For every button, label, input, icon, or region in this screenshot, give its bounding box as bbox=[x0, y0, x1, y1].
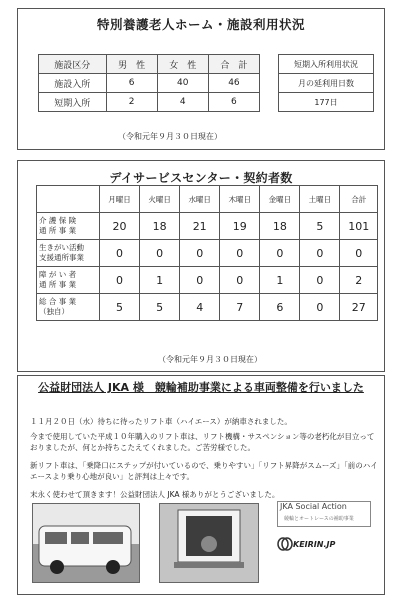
header-female: 女 性 bbox=[157, 55, 208, 74]
female-count: 40 bbox=[157, 74, 208, 93]
table-row bbox=[37, 294, 378, 321]
table-cell: 2 bbox=[340, 267, 378, 294]
short-stay-value: 177日 bbox=[279, 93, 374, 112]
table-cell: 21 bbox=[180, 213, 220, 240]
table-cell: 0 bbox=[180, 267, 220, 294]
lift-van-rear-photo bbox=[159, 503, 259, 583]
table-cell: 20 bbox=[100, 213, 140, 240]
table-cell: 18 bbox=[140, 213, 180, 240]
van-photo-illustration bbox=[33, 504, 139, 582]
table-cell: 0 bbox=[180, 240, 220, 267]
row-label: 障 が い 者 通 所 事 業 bbox=[37, 267, 100, 294]
table-cell: 0 bbox=[300, 240, 340, 267]
total-count: 6 bbox=[208, 93, 259, 112]
row-label: 短期入所 bbox=[39, 93, 107, 112]
table-row bbox=[39, 74, 260, 93]
header-total: 合計 bbox=[340, 186, 378, 213]
table-cell: 5 bbox=[300, 213, 340, 240]
lift-van-exterior-photo bbox=[32, 503, 140, 583]
table-cell: 7 bbox=[220, 294, 260, 321]
table-cell: 0 bbox=[140, 240, 180, 267]
header-total: 合 計 bbox=[208, 55, 259, 74]
total-count: 46 bbox=[208, 74, 259, 93]
table-row bbox=[37, 267, 378, 294]
short-stay-table bbox=[278, 54, 374, 112]
table-cell: 0 bbox=[260, 240, 300, 267]
article-title: 公益財団法人 JKA 様 競輪補助事業による車両整備を行いました bbox=[38, 381, 364, 394]
header-friday: 金曜日 bbox=[260, 186, 300, 213]
day-service-panel bbox=[17, 160, 385, 372]
header-saturday: 土曜日 bbox=[300, 186, 340, 213]
table-cell: 0 bbox=[300, 294, 340, 321]
table-row bbox=[37, 213, 378, 240]
facility-status-date-note: （令和元年９月３０日現在） bbox=[118, 132, 222, 141]
table-cell: 0 bbox=[100, 240, 140, 267]
header-thursday: 木曜日 bbox=[220, 186, 260, 213]
male-count: 2 bbox=[106, 93, 157, 112]
table-cell: 1 bbox=[260, 267, 300, 294]
header-tuesday: 火曜日 bbox=[140, 186, 180, 213]
table-header-row bbox=[37, 186, 378, 213]
lift-photo-illustration bbox=[160, 504, 258, 582]
short-stay-header: 短期入所利用状況 bbox=[279, 55, 374, 74]
short-stay-subheader: 月の延利用日数 bbox=[279, 74, 374, 93]
table-cell: 1 bbox=[140, 267, 180, 294]
header-blank bbox=[37, 186, 100, 213]
female-count: 4 bbox=[157, 93, 208, 112]
table-cell: 6 bbox=[260, 294, 300, 321]
article-paragraph: 末永く使わせて頂きます！公益財団法人 JKA 様ありがとうございました。 bbox=[30, 490, 280, 499]
table-cell: 0 bbox=[220, 240, 260, 267]
day-service-table bbox=[36, 185, 378, 321]
article-panel bbox=[17, 375, 385, 595]
header-male: 男 性 bbox=[106, 55, 157, 74]
facility-status-title: 特別養護老人ホーム・施設利用状況 bbox=[96, 17, 305, 32]
day-service-date-note: （令和元年９月３０日現在） bbox=[158, 355, 262, 364]
table-cell: 0 bbox=[220, 267, 260, 294]
table-cell: 0 bbox=[300, 267, 340, 294]
keirin-logo-text: KEIRIN.JP bbox=[293, 540, 336, 549]
day-service-title: デイサービスセンター・契約者数 bbox=[109, 171, 293, 185]
row-label: 生きがい活動 支援通所事業 bbox=[37, 240, 100, 267]
jka-logo-subtext: 競輪とオートレースの補助事業 bbox=[284, 516, 354, 522]
facility-status-table bbox=[38, 54, 260, 112]
table-cell: 0 bbox=[100, 267, 140, 294]
table-cell: 5 bbox=[140, 294, 180, 321]
table-row bbox=[39, 93, 260, 112]
table-row bbox=[37, 240, 378, 267]
article-paragraph: １１月２０日（水）待ちに待ったリフト車（ハイエース）が納車されました。 bbox=[30, 417, 292, 426]
article-paragraph: 今まで使用していた平成１０年購入のリフト車は、リフト機構・サスペンション等の老朽化が目立っておりましたが、何とか持ちこたえてくれました。ご苦労様でした。 bbox=[30, 432, 375, 452]
male-count: 6 bbox=[106, 74, 157, 93]
keirin-logo-icon bbox=[277, 536, 293, 552]
article-paragraph: 新リフト車は、「乗降口にステップが付いているので、乗りやすい」「リフト昇降がスムーズ」「前のハイエースより乗り心地が良い」と評判は上々です。 bbox=[30, 461, 378, 481]
table-cell: 4 bbox=[180, 294, 220, 321]
table-cell: 18 bbox=[260, 213, 300, 240]
row-label: 介 護 保 険 通 所 事 業 bbox=[37, 213, 100, 240]
row-label: 総 合 事 業 （独自） bbox=[37, 294, 100, 321]
table-cell: 0 bbox=[340, 240, 378, 267]
row-label: 施設入所 bbox=[39, 74, 107, 93]
table-cell: 5 bbox=[100, 294, 140, 321]
facility-status-panel bbox=[17, 8, 385, 150]
table-cell: 27 bbox=[340, 294, 378, 321]
header-monday: 月曜日 bbox=[100, 186, 140, 213]
header-wednesday: 水曜日 bbox=[180, 186, 220, 213]
header-facility-type: 施設区分 bbox=[39, 55, 107, 74]
table-cell: 101 bbox=[340, 213, 378, 240]
table-cell: 19 bbox=[220, 213, 260, 240]
jka-logo-text: JKA Social Action bbox=[280, 502, 347, 511]
